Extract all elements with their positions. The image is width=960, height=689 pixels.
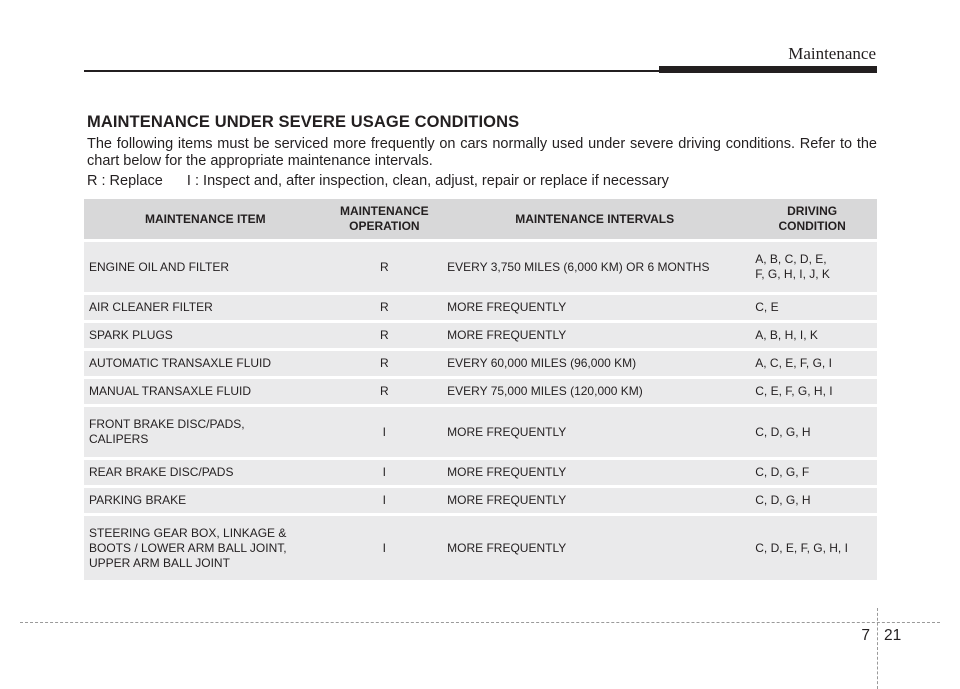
item-line: UPPER ARM BALL JOINT <box>89 555 230 570</box>
cell-maintenance-item <box>84 460 327 485</box>
cell-maintenance-item <box>84 407 327 457</box>
cell-maintenance-item <box>84 379 327 404</box>
condition-line: A, B, C, D, E, <box>755 252 827 266</box>
cell-interval: MORE FREQUENTLY <box>442 295 747 320</box>
header-maintenance-operation <box>327 199 443 239</box>
cell-operation: R <box>327 379 443 404</box>
condition-line: C, D, G, F <box>755 465 810 479</box>
item-line: AIR CLEANER FILTER <box>89 300 213 314</box>
item-line: SPARK PLUGS <box>89 328 173 342</box>
cell-interval: MORE FREQUENTLY <box>442 323 747 348</box>
header-maintenance-intervals: MAINTENANCE INTERVALS <box>442 199 747 239</box>
cell-driving-condition <box>747 407 877 457</box>
cell-interval: MORE FREQUENTLY <box>442 516 747 580</box>
table-row <box>84 323 877 348</box>
cell-operation: I <box>327 516 443 580</box>
cell-maintenance-item <box>84 295 327 320</box>
table-row <box>84 516 877 580</box>
header-operation-line1: MAINTENANCE <box>340 204 429 218</box>
cell-interval: EVERY 60,000 MILES (96,000 KM) <box>442 351 747 376</box>
section-header: Maintenance <box>788 44 876 63</box>
cell-operation: I <box>327 488 443 513</box>
condition-line: C, D, G, H <box>755 424 811 439</box>
footer-divider <box>877 608 878 689</box>
cell-operation: I <box>327 460 443 485</box>
item-line: PARKING BRAKE <box>89 493 187 507</box>
cell-interval: MORE FREQUENTLY <box>442 460 747 485</box>
header-rule <box>84 70 659 72</box>
cell-driving-condition <box>747 295 877 320</box>
cell-maintenance-item <box>84 242 327 292</box>
header-operation-line2: OPERATION <box>349 219 420 233</box>
cell-operation: R <box>327 295 443 320</box>
table-row <box>84 460 877 485</box>
cell-operation: R <box>327 323 443 348</box>
table-row <box>84 407 877 457</box>
cell-maintenance-item <box>84 516 327 580</box>
cell-driving-condition <box>747 351 877 376</box>
cell-interval: EVERY 75,000 MILES (120,000 KM) <box>442 379 747 404</box>
table-row <box>84 351 877 376</box>
condition-line: C, D, E, F, G, H, I <box>755 540 848 555</box>
header-maintenance-item: MAINTENANCE ITEM <box>84 199 327 239</box>
item-line: MANUAL TRANSAXLE FLUID <box>89 384 252 398</box>
header-bar <box>659 66 877 73</box>
cell-driving-condition <box>747 323 877 348</box>
cell-driving-condition <box>747 379 877 404</box>
cell-driving-condition <box>747 488 877 513</box>
legend-text: R : Replace I : Inspect and, after inspection, clean, adjust, repair or replace if necessary <box>87 173 669 189</box>
table-row <box>84 488 877 513</box>
cell-driving-condition <box>747 516 877 580</box>
condition-line: A, C, E, F, G, I <box>755 356 832 370</box>
condition-line: C, D, G, H <box>755 493 811 507</box>
cell-operation: I <box>327 407 443 457</box>
condition-line: A, B, H, I, K <box>755 328 818 342</box>
intro-paragraph: The following items must be serviced more frequently on cars normally used under severe driving conditions. Refer to the chart below for the appropriate maintenance intervals. <box>87 136 877 169</box>
footer-rule <box>20 622 940 623</box>
cell-maintenance-item <box>84 488 327 513</box>
condition-line: F, G, H, I, J, K <box>755 267 830 281</box>
cell-maintenance-item <box>84 351 327 376</box>
cell-operation: R <box>327 351 443 376</box>
chapter-number: 7 <box>861 627 870 644</box>
page-title: MAINTENANCE UNDER SEVERE USAGE CONDITIONS <box>87 113 520 131</box>
table-row <box>84 242 877 292</box>
cell-operation: R <box>327 242 443 292</box>
item-line: STEERING GEAR BOX, LINKAGE & <box>89 525 287 540</box>
condition-line: C, E <box>755 300 779 314</box>
item-line: BOOTS / LOWER ARM BALL JOINT, <box>89 540 287 555</box>
maintenance-table <box>84 196 877 583</box>
item-line: ENGINE OIL AND FILTER <box>89 259 230 274</box>
table-row <box>84 295 877 320</box>
cell-interval: MORE FREQUENTLY <box>442 488 747 513</box>
table-body <box>84 242 877 580</box>
item-line: AUTOMATIC TRANSAXLE FLUID <box>89 356 272 370</box>
cell-driving-condition <box>747 242 877 292</box>
cell-interval: EVERY 3,750 MILES (6,000 KM) OR 6 MONTHS <box>442 242 747 292</box>
cell-maintenance-item <box>84 323 327 348</box>
table-header-row <box>84 199 877 239</box>
header-condition-line2: CONDITION <box>778 219 846 233</box>
header-condition-line1: DRIVING <box>787 204 838 218</box>
table-row <box>84 379 877 404</box>
condition-line: C, E, F, G, H, I <box>755 384 833 398</box>
header-driving-condition <box>747 199 877 239</box>
item-line: REAR BRAKE DISC/PADS <box>89 465 234 479</box>
page-number: 21 <box>884 627 902 644</box>
cell-interval: MORE FREQUENTLY <box>442 407 747 457</box>
item-line: CALIPERS <box>89 432 149 446</box>
item-line: FRONT BRAKE DISC/PADS, <box>89 417 245 431</box>
cell-driving-condition <box>747 460 877 485</box>
